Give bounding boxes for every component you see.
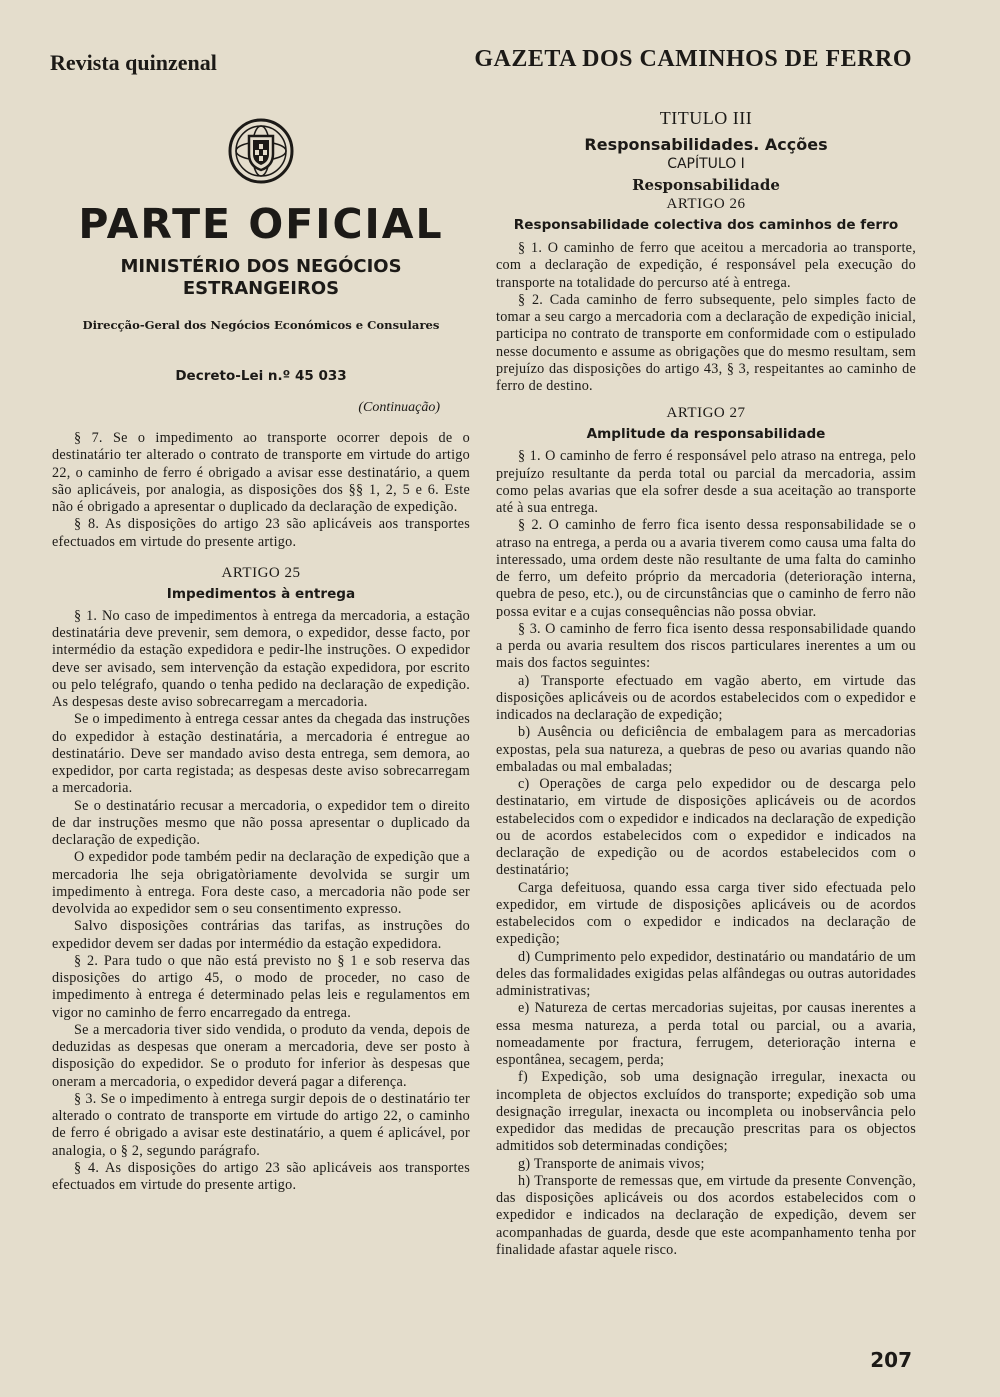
paragraph: Salvo disposições contrárias das tarifas, as instruções do expedidor devem ser dadas por intermédio da estação expedidora. — [52, 918, 470, 952]
running-head-left: Revista quinzenal — [50, 50, 217, 75]
paragraph: O expedidor pode também pedir na declaração de expedição que a mercadoria lhe seja obrigatòriamente devolvida se surgir um impedimento à entrega. Fora deste caso, a mercadoria não pode ser devolvida ao expedidor sem o seu consentimento expresso. — [52, 849, 470, 917]
titulo-heading: Responsabilidades. Acções — [584, 135, 828, 154]
ministry-title — [52, 256, 470, 300]
capitulo-heading: Responsabilidade — [632, 176, 780, 194]
paragraph: § 3. O caminho de ferro fica isento dessa responsabilidade quando a perda ou avaria resultem dos riscos particulares inerentes a um ou mais dos factos seguintes: — [496, 620, 916, 672]
capitulo-title: CAPÍTULO I — [667, 156, 745, 172]
paragraph: § 1. O caminho de ferro que aceitou a mercadoria ao transporte, com a declaração de expedição, é responsável pela execução do transporte na totalidade do percurso até à entrega. — [496, 240, 916, 291]
paragraph: § 1. No caso de impedimentos à entrega da mercadoria, a estação destinatária deve prevenir, sem demora, o expedidor, desse facto, por intermédio da estação expedidora e pedir-lhe instruções. O expedidor deve ser avisado, sem intervenção da estação expedidora, por escrito ou pelo telégrafo, quando o tenha pedido na declaração de expedição. As despesas deste aviso sobrecarregam a mercadoria. — [52, 607, 470, 710]
list-item: f) Expedição, sob uma designação irregular, inexacta ou incompleta de objectos excluídos do transporte; expedição sob uma designação irregular, inexacta ou incompleta ou inobservância pelo expedidor das medidas de precaução prescritas para os objectos admitidos sob determinadas condições; — [496, 1069, 916, 1155]
paragraph: § 8. As disposições do artigo 23 são aplicáveis aos transportes efectuados em virtude do presente artigo. — [52, 516, 470, 550]
page-number: 207 — [870, 1348, 912, 1372]
paragraph: Se o destinatário recusar a mercadoria, o expedidor tem o direito de dar instruções mesmo que não possa apresentar o duplicado da declaração de expedição. — [52, 797, 470, 848]
paragraph: § 2. Para tudo o que não está previsto no § 1 e sob reserva das disposições do artigo 45, o modo de proceder, no caso de impedimento à entrega é determinado pelas leis e regulamentos em vigor no caminho de ferro encarregado da entrega. — [52, 952, 470, 1021]
paragraph: § 2. O caminho de ferro fica isento dessa responsabilidade se o atraso na entrega, a perda ou a avaria tiverem como causa uma falta do interessado, uma ordem deste não resultante de uma falta do caminho de ferro, um defeito próprio da mercadoria (deterioração interna, quebra de peso, etc.), ou de circunstâncias que o caminho de ferro não possa evitar e a cujas consequências não possa obviar. — [496, 517, 916, 620]
article-25-title: ARTIGO 25 — [221, 564, 301, 581]
titulo-title: TITULO III — [659, 108, 753, 128]
paragraph: Se a mercadoria tiver sido vendida, o produto da venda, depois de deduzidas as despesas que oneram a mercadoria, deve ser posto à disposição do expedidor. Se o produto for inferior às despesas que oneram a mercadoria, o expedidor deverá pagar a diferença. — [52, 1021, 470, 1090]
paragraph: Se o impedimento à entrega cessar antes da chegada das instruções do expedidor à estação destinatária, a mercadoria é entregue ao destinatário. Deve ser mandado aviso desta entrega, sem demora, ao expedidor, por carta registada; as despesas deste aviso sobrecarregam a mercadoria. — [52, 711, 471, 797]
list-item: b) Ausência ou deficiência de embalagem para as mercadorias expostas, pela sua natureza, a quebras de peso ou avarias quando não embaladas ou mal embaladas; — [496, 724, 916, 775]
paragraph: § 1. O caminho de ferro é responsável pelo atraso na entrega, pelo prejuízo resultante da perda total ou parcial da mercadoria, assim como pelas avarias que ela sofrer desde a sua aceitação ao transporte até à sua entrega. — [496, 448, 916, 516]
running-head-right: GAZETA DOS CAMINHOS DE FERRO — [474, 46, 912, 72]
list-item: e) Natureza de certas mercadorias sujeitas, por causas inerentes a essa mesma natureza, a perda total ou parcial, ou a avaria, nomeadamente por fractura, ferrugem, deterioração interna e espontânea, secagem, perda; — [496, 1000, 916, 1068]
right-column — [496, 108, 916, 1259]
paragraph: § 7. Se o impedimento ao transporte ocorrer depois de o destinatário ter alterado o contrato de transporte em virtude do artigo 22, o caminho de ferro é obrigado a avisar esse destinatário, a quem são aplicáveis, por analogia, as disposições dos §§ 1, 2, 5 e 6. Este não é obrigado a apresentar o duplicado da declaração de expedição. — [52, 430, 470, 515]
article-26-title: ARTIGO 26 — [666, 196, 746, 212]
paragraph: § 3. Se o impedimento à entrega surgir depois de o destinatário ter alterado o contrato de transporte em virtude do artigo 22, o caminho de ferro é obrigado a avisar este destinatário, a quem é aplicável, por analogia, o § 2, segundo parágrafo. — [52, 1090, 470, 1159]
list-item: c) Operações de carga pelo expedidor ou de descarga pelo destinatario, em virtude de disposições aplicáveis ou de acordos estabelecidos com o expedidor e indicados na declaração de expedição ou de acordos estabelecidos com o expedidor e indicados na declaração de expedição ou de acordos estabelecidos com o destinatário; — [496, 776, 916, 879]
article-26-heading: Responsabilidade colectiva dos caminhos de ferro — [513, 217, 899, 233]
decree-title: Decreto-Lei n.º 45 033 — [175, 368, 347, 384]
portuguese-coat-of-arms-icon — [228, 118, 294, 184]
continuation-note: (Continuação) — [358, 400, 440, 415]
directorate-line: Direcção-Geral dos Negócios Económicos e Consulares — [82, 318, 440, 332]
list-item: h) Transporte de remessas que, em virtude da presente Convenção, das disposições aplicáveis ou dos acordos estabelecidos com o expedidor e indicados na declaração de expedição, devem ser acompanhadas de guarda, desde que este acompanhamento tenha por finalidade afastar aquele risco. — [496, 1172, 916, 1258]
article-25-heading: Impedimentos à entrega — [166, 585, 356, 602]
paragraph: § 2. Cada caminho de ferro subsequente, pelo simples facto de tomar a seu cargo a mercadoria com a declaração de expedição inicial, participa no contrato de transporte em conformidade com o estipulado nesse documento e assume as obrigações que do mesmo resultam, sem prejuízo das disposições do artigo 43, § 3, respeitantes ao caminho de ferro de destino. — [496, 291, 916, 394]
section-title: PARTE OFICIAL — [78, 200, 444, 248]
article-27-title: ARTIGO 27 — [666, 405, 746, 422]
ministry-line-2: ESTRANGEIROS — [182, 278, 340, 299]
list-item: d) Cumprimento pelo expedidor, destinatário ou mandatário de um deles das formalidades exigidas pelas alfândegas ou outras autoridades administrativas; — [496, 948, 916, 999]
list-item: Carga defeituosa, quando essa carga tiver sido efectuada pelo expedidor, em virtude de disposições aplicáveis ou de acordos estabelecidos com o expedidor e indicados na declaração de expedição; — [496, 879, 916, 948]
article-27-heading: Amplitude da responsabilidade — [586, 426, 826, 443]
left-column — [52, 118, 470, 1194]
list-item: g) Transporte de animais vivos; — [518, 1155, 705, 1172]
list-item: a) Transporte efectuado em vagão aberto, em virtude das disposições aplicáveis ou de acordos estabelecidos com o expedidor e indicados na declaração de expedição; — [496, 672, 916, 723]
paragraph: § 4. As disposições do artigo 23 são aplicáveis aos transportes efectuados em virtude do presente artigo. — [52, 1159, 470, 1193]
ministry-line-1: MINISTÉRIO DOS NEGÓCIOS — [120, 256, 402, 277]
